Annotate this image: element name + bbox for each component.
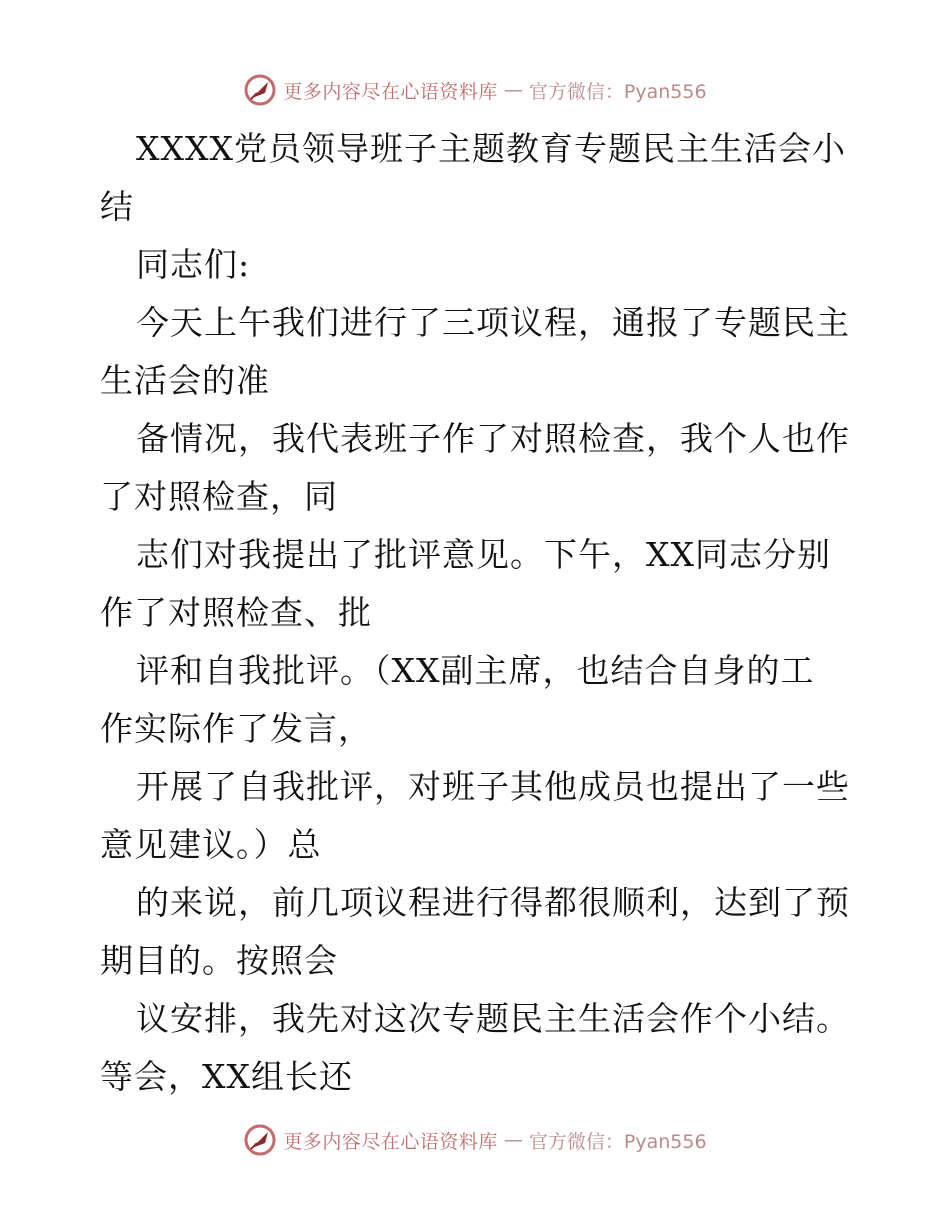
text-line: 期目的。按照会 <box>100 941 338 980</box>
watermark-dash: — <box>503 79 523 101</box>
watermark-main-text: 更多内容尽在心语资料库 <box>283 1130 498 1153</box>
text-line: 备情况，我代表班子作了对照检查，我个人也作 <box>136 419 850 458</box>
header-watermark <box>0 70 950 110</box>
quill-logo-icon <box>243 73 277 107</box>
quill-logo-icon <box>243 1123 277 1157</box>
text-line: 作了对照检查、批 <box>100 593 372 632</box>
footer-watermark <box>0 1120 950 1160</box>
text-line: 意见建议。）总 <box>100 825 322 864</box>
text-line: 了对照检查，同 <box>100 477 338 516</box>
watermark-main-text: 更多内容尽在心语资料库 <box>283 80 498 103</box>
watermark-wechat-text: 官方微信：Pyan556 <box>528 1130 707 1153</box>
text-line: 同志们: <box>136 245 251 284</box>
text-line: 结 <box>100 187 134 226</box>
text-line: 志们对我提出了批评意见。下午，XX同志分别 <box>136 535 831 574</box>
text-line: 今天上午我们进行了三项议程，通报了专题民主 <box>136 303 850 342</box>
text-line: 等会，XX组长还 <box>100 1057 353 1096</box>
text-line: 评和自我批评。（XX副主席，也结合自身的工 <box>136 651 815 690</box>
text-line: 开展了自我批评，对班子其他成员也提出了一些 <box>136 767 850 806</box>
text-line: 的来说，前几项议程进行得都很顺利，达到了预 <box>136 883 850 922</box>
text-line: 生活会的准 <box>100 361 270 400</box>
watermark-dash: — <box>503 1129 523 1151</box>
document-body <box>100 120 860 1106</box>
text-line: 议安排，我先对这次专题民主生活会作个小结。 <box>136 999 850 1038</box>
text-line: XXXX党员领导班子主题教育专题民主生活会小 <box>136 129 846 168</box>
watermark-wechat-text: 官方微信：Pyan556 <box>528 80 707 103</box>
text-line: 作实际作了发言， <box>100 709 372 748</box>
